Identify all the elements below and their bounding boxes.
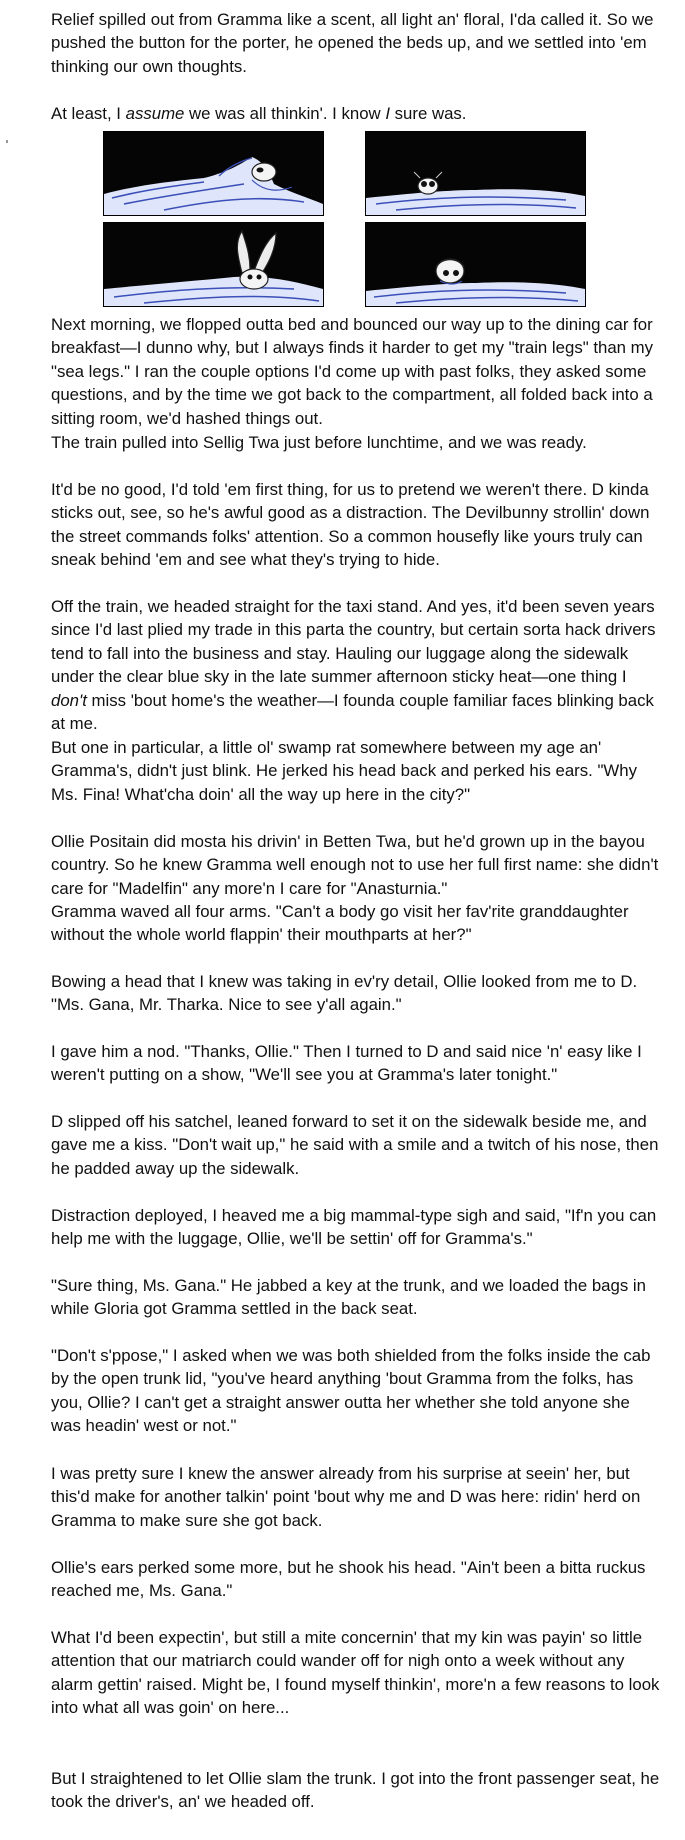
comic-panel-fly-sleeping <box>365 222 586 307</box>
paragraph: Relief spilled out from Gramma like a scent, all light an' floral, I'da called it. So we pushed the button for the porter, he opened the beds up, and we settled into 'em thinking our own thoughts. <box>51 10 654 76</box>
paragraph: It'd be no good, I'd told 'em first thing, for us to pretend we weren't there. D kinda sticks out, see, so he's awful good as a distraction. The Devilbunny strollin' down the street commands folks' attention. So a common housefly like yours truly can sneak behind 'em and see what they's trying to hide. <box>51 480 650 570</box>
paragraph: Off the train, we headed straight for the taxi stand. And yes, it'd been seven years since I'd last plied my trade in this parta the country, but certain sorta hack drivers tend to fall into the business and stay. Hauling our luggage along the sidewalk under the clear blue sky in the late summer afternoon sticky heat—one thing I don't miss 'bout home's the weather—I founda couple familiar faces blinking back at me. <box>51 597 656 734</box>
paragraph: I was pretty sure I knew the answer already from his surprise at seein' her, but this'd make for another talkin' point 'bout why me and D was here: ridin' herd on Gramma to make sure she got back. <box>51 1464 641 1530</box>
paragraph: "Don't s'ppose," I asked when we was both shielded from the folks inside the cab by the open trunk lid, "you've heard anything 'bout Gramma from the folks, has you, Ollie? I can't get a straight answer outta her whether she told anyone she was headin' west or not." <box>51 1346 651 1436</box>
paragraph: What I'd been expectin', but still a mite concernin' that my kin was payin' so little attention that our matriarch could wander off for nigh onto a week without any alarm gettin' raised. Might be, I found myself thinkin', more'n a few reasons to look into what all was goin' on here... <box>51 1628 660 1718</box>
paragraph: Bowing a head that I knew was taking in ev'ry detail, Ollie looked from me to D. "Ms. Gana, Mr. Tharka. Nice to see y'all again." <box>51 972 638 1015</box>
paragraph: But I straightened to let Ollie slam the trunk. I got into the front passenger seat, he took the driver's, an' we headed off. <box>51 1769 660 1812</box>
paragraph: Distraction deployed, I heaved me a big mammal-type sigh and said, "If'n you can help me with the luggage, Ollie, we'll be settin' off for Gramma's." <box>51 1206 657 1249</box>
paragraph: I gave him a nod. "Thanks, Ollie." Then I turned to D and said nice 'n' easy like I weren't putting on a show, "We'll see you at Gramma's later tonight." <box>51 1042 642 1085</box>
paragraph: Next morning, we flopped outta bed and bounced our way up to the dining car for breakfast—I dunno why, but I always finds it harder to get my "train legs" than my "sea legs." I ran the couple options I'd come up with past folks, they asked some questions, and by the time we got back to the compartment, all folded back into a sitting room, we'd hashed things out. <box>51 315 654 428</box>
margin-mark <box>6 140 8 143</box>
paragraph: Gramma waved all four arms. "Can't a body go visit her fav'rite granddaughter without the whole world flappin' their mouthparts at her?" <box>51 902 629 945</box>
paragraph: At least, I assume we was all thinkin'. I know I sure was. <box>51 104 467 123</box>
paragraph: The train pulled into Sellig Twa just before lunchtime, and we was ready. <box>51 433 587 452</box>
paragraph: "Sure thing, Ms. Gana." He jabbed a key at the trunk, and we loaded the bags in while Gloria got Gramma settled in the back seat. <box>51 1276 646 1319</box>
paragraph: D slipped off his satchel, leaned forward to set it on the sidewalk beside me, and gave me a kiss. "Don't wait up," he said with a smile and a twitch of his nose, then he padded away up the sidewalk. <box>51 1112 659 1178</box>
paragraph: But one in particular, a little ol' swamp rat somewhere between my age an' Gramma's, didn't just blink. He jerked his head back and perked his ears. "Why Ms. Fina! What'cha doin' all the way up here in the city?" <box>51 738 637 804</box>
comic-panel-bunny-ears <box>103 222 324 307</box>
comic-panel-fly-peeking <box>365 131 586 216</box>
paragraph: Ollie Positain did mosta his drivin' in Betten Twa, but he'd grown up in the bayou country. So he knew Gramma well enough not to use her full first name: she didn't care for "Madelfin" any more'n I care for "Anasturnia." <box>51 832 659 898</box>
paragraph: Ollie's ears perked some more, but he shook his head. "Ain't been a bitta ruckus reached me, Ms. Gana." <box>51 1558 646 1601</box>
comic-panel-sleeping-blanket <box>103 131 324 216</box>
